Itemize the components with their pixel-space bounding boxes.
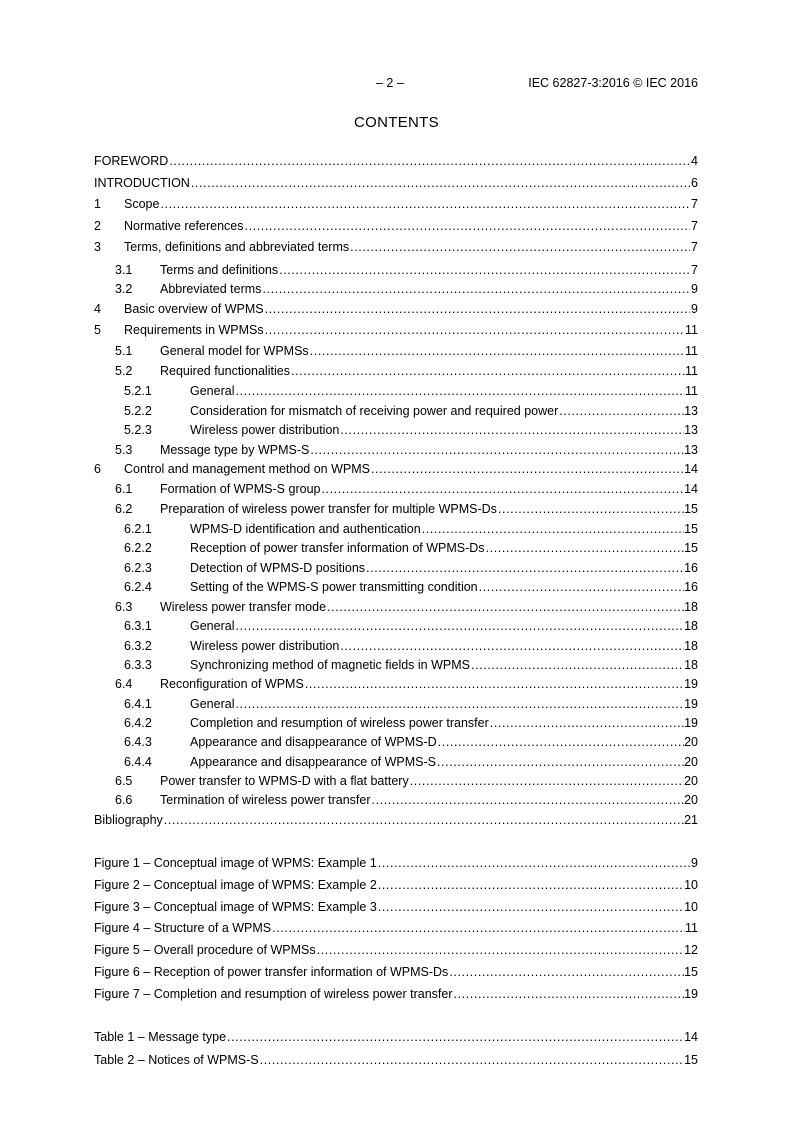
toc-entry-page: 7 xyxy=(691,240,698,254)
toc-entry[interactable] xyxy=(94,715,698,731)
toc-entry-number: 6 xyxy=(94,462,101,476)
toc-entry-number: 5.2.1 xyxy=(124,384,152,398)
toc-entry-number: 5.2.2 xyxy=(124,404,152,418)
toc-entry-page: 18 xyxy=(684,658,698,672)
toc-entry-title: FOREWORD xyxy=(94,154,169,168)
toc-entry-page: 18 xyxy=(684,619,698,633)
toc-entry[interactable] xyxy=(94,773,698,789)
toc-entry-title: Wireless power distribution xyxy=(190,639,340,653)
toc-entry-title: Appearance and disappearance of WPMS-D xyxy=(190,735,437,749)
dot-leader xyxy=(498,501,684,517)
document-reference: IEC 62827-3:2016 © IEC 2016 xyxy=(528,76,698,90)
toc-entry-number: 6.4.1 xyxy=(124,697,152,711)
dot-leader xyxy=(486,540,685,556)
toc-entry-title: Figure 5 – Overall procedure of WPMSs xyxy=(94,943,316,957)
toc-entry-title: General xyxy=(190,697,235,711)
toc-entry-title: Preparation of wireless power transfer for multiple WPMS-Ds xyxy=(160,502,497,516)
toc-entry[interactable] xyxy=(94,560,698,576)
toc-entry-number: 3.2 xyxy=(115,282,133,296)
toc-entry-page: 16 xyxy=(684,561,698,575)
toc-entry[interactable] xyxy=(94,734,698,750)
toc-entry-number: 6.4.2 xyxy=(124,716,152,730)
toc-entry-page: 10 xyxy=(684,878,698,892)
toc-entry-title: Table 1 – Message type xyxy=(94,1030,227,1044)
toc-entry[interactable] xyxy=(94,501,698,517)
toc-entry-title: Figure 2 – Conceptual image of WPMS: Example 2 xyxy=(94,878,377,892)
dot-leader xyxy=(340,422,684,438)
dot-leader xyxy=(235,618,684,634)
toc-entry-page: 20 xyxy=(684,735,698,749)
toc-entry-title: Figure 3 – Conceptual image of WPMS: Example 3 xyxy=(94,900,377,914)
toc-entry[interactable] xyxy=(94,383,698,399)
toc-entry[interactable] xyxy=(94,877,698,893)
toc-entry-number: 6.4.4 xyxy=(124,755,152,769)
toc-entry-number: 6.2.3 xyxy=(124,561,152,575)
toc-entry-title: Wireless power transfer mode xyxy=(160,600,327,614)
dot-leader xyxy=(310,442,684,458)
toc-entry-title: Message type by WPMS-S xyxy=(160,443,310,457)
dot-leader xyxy=(245,218,691,234)
toc-entry-page: 11 xyxy=(685,344,698,358)
toc-entry-page: 20 xyxy=(684,774,698,788)
dot-leader xyxy=(291,363,685,379)
toc-entry-page: 19 xyxy=(684,987,698,1001)
toc-entry-number: 6.5 xyxy=(115,774,133,788)
toc-entry-page: 18 xyxy=(684,600,698,614)
toc-entry-title: Termination of wireless power transfer xyxy=(160,793,371,807)
toc-entry-number: 1 xyxy=(94,197,101,211)
toc-entry-title: Terms, definitions and abbreviated terms xyxy=(124,240,350,254)
dot-leader xyxy=(305,676,684,692)
dot-leader xyxy=(378,855,690,871)
toc-entry-page: 6 xyxy=(691,176,698,190)
toc-entry-title: General xyxy=(190,619,235,633)
toc-entry-number: 6.6 xyxy=(115,793,133,807)
toc-entry-page: 7 xyxy=(691,197,698,211)
toc-entry-title: WPMS-D identification and authentication xyxy=(190,522,421,536)
dot-leader xyxy=(327,599,684,615)
toc-entry[interactable] xyxy=(94,422,698,438)
toc-entry-page: 14 xyxy=(684,1030,698,1044)
toc-entry-title: Completion and resumption of wireless power transfer xyxy=(190,716,489,730)
toc-entry[interactable] xyxy=(94,638,698,654)
toc-entry[interactable] xyxy=(94,920,698,936)
toc-entry[interactable] xyxy=(94,239,698,255)
toc-entry[interactable] xyxy=(94,521,698,537)
toc-entry-title: Required functionalities xyxy=(160,364,290,378)
dot-leader xyxy=(321,481,684,497)
toc-entry-page: 7 xyxy=(691,263,698,277)
toc-entry-page: 14 xyxy=(684,482,698,496)
toc-entry[interactable] xyxy=(94,196,698,212)
dot-leader xyxy=(272,920,685,936)
dot-leader xyxy=(235,696,684,712)
dot-leader xyxy=(422,521,684,537)
toc-entry[interactable] xyxy=(94,899,698,915)
toc-entry-page: 9 xyxy=(691,282,698,296)
toc-entry-number: 6.1 xyxy=(115,482,133,496)
toc-entry-page: 20 xyxy=(684,755,698,769)
toc-entry-title: Control and management method on WPMS xyxy=(124,462,370,476)
toc-entry-number: 6.3.3 xyxy=(124,658,152,672)
toc-entry[interactable] xyxy=(94,657,698,673)
dot-leader xyxy=(235,383,685,399)
toc-entry-title: Abbreviated terms xyxy=(160,282,262,296)
toc-entry-title: General model for WPMSs xyxy=(160,344,309,358)
toc-entry-title: Formation of WPMS-S group xyxy=(160,482,321,496)
toc-entry[interactable] xyxy=(94,363,698,379)
toc-entry-number: 6.3.2 xyxy=(124,639,152,653)
toc-entry-page: 19 xyxy=(684,677,698,691)
toc-entry[interactable] xyxy=(94,812,698,828)
dot-leader xyxy=(378,899,684,915)
toc-entry[interactable] xyxy=(94,676,698,692)
toc-entry-number: 3 xyxy=(94,240,101,254)
toc-entry-title: Consideration for mismatch of receiving power and required power xyxy=(190,404,559,418)
dot-leader xyxy=(310,343,685,359)
toc-entry-number: 6.4 xyxy=(115,677,133,691)
page-number: – 2 – xyxy=(376,76,404,90)
toc-entry-number: 5.3 xyxy=(115,443,133,457)
toc-entry[interactable] xyxy=(94,403,698,419)
toc-entry-number: 3.1 xyxy=(115,263,133,277)
toc-entry-number: 6.2 xyxy=(115,502,133,516)
dot-leader xyxy=(378,877,684,893)
toc-entry-title: Figure 7 – Completion and resumption of wireless power transfer xyxy=(94,987,453,1001)
toc-entry-number: 5.2 xyxy=(115,364,133,378)
toc-entry-page: 15 xyxy=(684,522,698,536)
toc-entry-title: Appearance and disappearance of WPMS-S xyxy=(190,755,436,769)
dot-leader xyxy=(262,281,690,297)
toc-entry-title: Reconfiguration of WPMS xyxy=(160,677,304,691)
toc-entry-page: 11 xyxy=(685,364,698,378)
toc-entry-page: 9 xyxy=(691,302,698,316)
toc-entry[interactable] xyxy=(94,322,698,338)
toc-entry[interactable] xyxy=(94,1052,698,1068)
dot-leader xyxy=(265,301,690,317)
dot-leader xyxy=(350,239,690,255)
toc-entry-page: 12 xyxy=(684,943,698,957)
toc-entry-page: 16 xyxy=(684,580,698,594)
toc-entry-page: 18 xyxy=(684,639,698,653)
toc-entry-page: 15 xyxy=(684,541,698,555)
dot-leader xyxy=(160,196,690,212)
dot-leader xyxy=(438,734,684,750)
toc-entry-page: 11 xyxy=(685,323,698,337)
toc-entry-page: 20 xyxy=(684,793,698,807)
dot-leader xyxy=(490,715,684,731)
dot-leader xyxy=(449,964,684,980)
dot-leader xyxy=(371,461,684,477)
toc-entry[interactable] xyxy=(94,599,698,615)
dot-leader xyxy=(366,560,684,576)
toc-entry-title: Normative references xyxy=(124,219,244,233)
toc-entry-number: 5 xyxy=(94,323,101,337)
toc-entry-title: Figure 4 – Structure of a WPMS xyxy=(94,921,272,935)
toc-entry-page: 14 xyxy=(684,462,698,476)
toc-entry[interactable] xyxy=(94,175,698,191)
dot-leader xyxy=(410,773,684,789)
toc-entry-number: 6.3 xyxy=(115,600,133,614)
toc-entry[interactable] xyxy=(94,343,698,359)
toc-entry-page: 10 xyxy=(684,900,698,914)
toc-entry[interactable] xyxy=(94,696,698,712)
dot-leader xyxy=(340,638,684,654)
contents-title: CONTENTS xyxy=(354,114,439,131)
toc-entry-page: 11 xyxy=(685,921,698,935)
dot-leader xyxy=(372,792,685,808)
toc-entry-page: 21 xyxy=(684,813,698,827)
toc-entry-title: Synchronizing method of magnetic fields in WPMS xyxy=(190,658,470,672)
toc-entry-number: 6.2.2 xyxy=(124,541,152,555)
toc-entry-title: Figure 6 – Reception of power transfer information of WPMS-Ds xyxy=(94,965,449,979)
toc-entry-number: 6.2.1 xyxy=(124,522,152,536)
toc-entry-title: Power transfer to WPMS-D with a flat battery xyxy=(160,774,409,788)
toc-entry-number: 5.1 xyxy=(115,344,133,358)
toc-entry-title: Reception of power transfer information of WPMS-Ds xyxy=(190,541,485,555)
toc-entry-page: 11 xyxy=(685,384,698,398)
toc-entry[interactable] xyxy=(94,461,698,477)
toc-entry[interactable] xyxy=(94,481,698,497)
toc-entry-title: Requirements in WPMSs xyxy=(124,323,264,337)
toc-entry-title: General xyxy=(190,384,235,398)
toc-entry-number: 6.2.4 xyxy=(124,580,152,594)
toc-entry-page: 15 xyxy=(684,1053,698,1067)
dot-leader xyxy=(227,1029,684,1045)
toc-entry[interactable] xyxy=(94,1029,698,1045)
toc-entry-page: 13 xyxy=(684,423,698,437)
toc-entry-page: 7 xyxy=(691,219,698,233)
dot-leader xyxy=(265,322,685,338)
toc-entry[interactable] xyxy=(94,281,698,297)
toc-entry-title: Setting of the WPMS-S power transmitting condition xyxy=(190,580,478,594)
toc-entry-title: Wireless power distribution xyxy=(190,423,340,437)
toc-entry[interactable] xyxy=(94,579,698,595)
toc-entry-title: Table 2 – Notices of WPMS-S xyxy=(94,1053,259,1067)
toc-entry-page: 9 xyxy=(691,856,698,870)
toc-entry-number: 4 xyxy=(94,302,101,316)
toc-entry[interactable] xyxy=(94,855,698,871)
toc-entry-page: 15 xyxy=(684,965,698,979)
toc-entry-page: 15 xyxy=(684,502,698,516)
dot-leader xyxy=(169,153,690,169)
toc-entry[interactable] xyxy=(94,942,698,958)
toc-entry-title: Bibliography xyxy=(94,813,163,827)
page-header xyxy=(94,76,698,92)
dot-leader xyxy=(437,754,684,770)
dot-leader xyxy=(260,1052,684,1068)
toc-entry-number: 2 xyxy=(94,219,101,233)
toc-entry[interactable] xyxy=(94,262,698,278)
toc-entry[interactable] xyxy=(94,754,698,770)
toc-entry[interactable] xyxy=(94,218,698,234)
toc-entry[interactable] xyxy=(94,792,698,808)
toc-entry-title: Basic overview of WPMS xyxy=(124,302,264,316)
toc-entry-title: Figure 1 – Conceptual image of WPMS: Example 1 xyxy=(94,856,377,870)
toc-entry-title: Terms and definitions xyxy=(160,263,279,277)
toc-entry-title: INTRODUCTION xyxy=(94,176,190,190)
dot-leader xyxy=(279,262,690,278)
dot-leader xyxy=(559,403,684,419)
toc-entry[interactable] xyxy=(94,986,698,1002)
toc-entry-number: 5.2.3 xyxy=(124,423,152,437)
dot-leader xyxy=(164,812,684,828)
toc-entry[interactable] xyxy=(94,964,698,980)
toc-entry-page: 19 xyxy=(684,697,698,711)
toc-entry-title: Detection of WPMS-D positions xyxy=(190,561,366,575)
toc-entry-page: 4 xyxy=(691,154,698,168)
toc-entry-number: 6.3.1 xyxy=(124,619,152,633)
toc-entry[interactable] xyxy=(94,153,698,169)
toc-entry-number: 6.4.3 xyxy=(124,735,152,749)
toc-entry-page: 13 xyxy=(684,404,698,418)
toc-entry-page: 13 xyxy=(684,443,698,457)
toc-entry[interactable] xyxy=(94,618,698,634)
dot-leader xyxy=(471,657,684,673)
toc-entry-title: Scope xyxy=(124,197,160,211)
dot-leader xyxy=(454,986,685,1002)
toc-entry[interactable] xyxy=(94,442,698,458)
toc-entry[interactable] xyxy=(94,301,698,317)
toc-entry-page: 19 xyxy=(684,716,698,730)
toc-entry[interactable] xyxy=(94,540,698,556)
dot-leader xyxy=(191,175,690,191)
dot-leader xyxy=(479,579,684,595)
dot-leader xyxy=(317,942,684,958)
